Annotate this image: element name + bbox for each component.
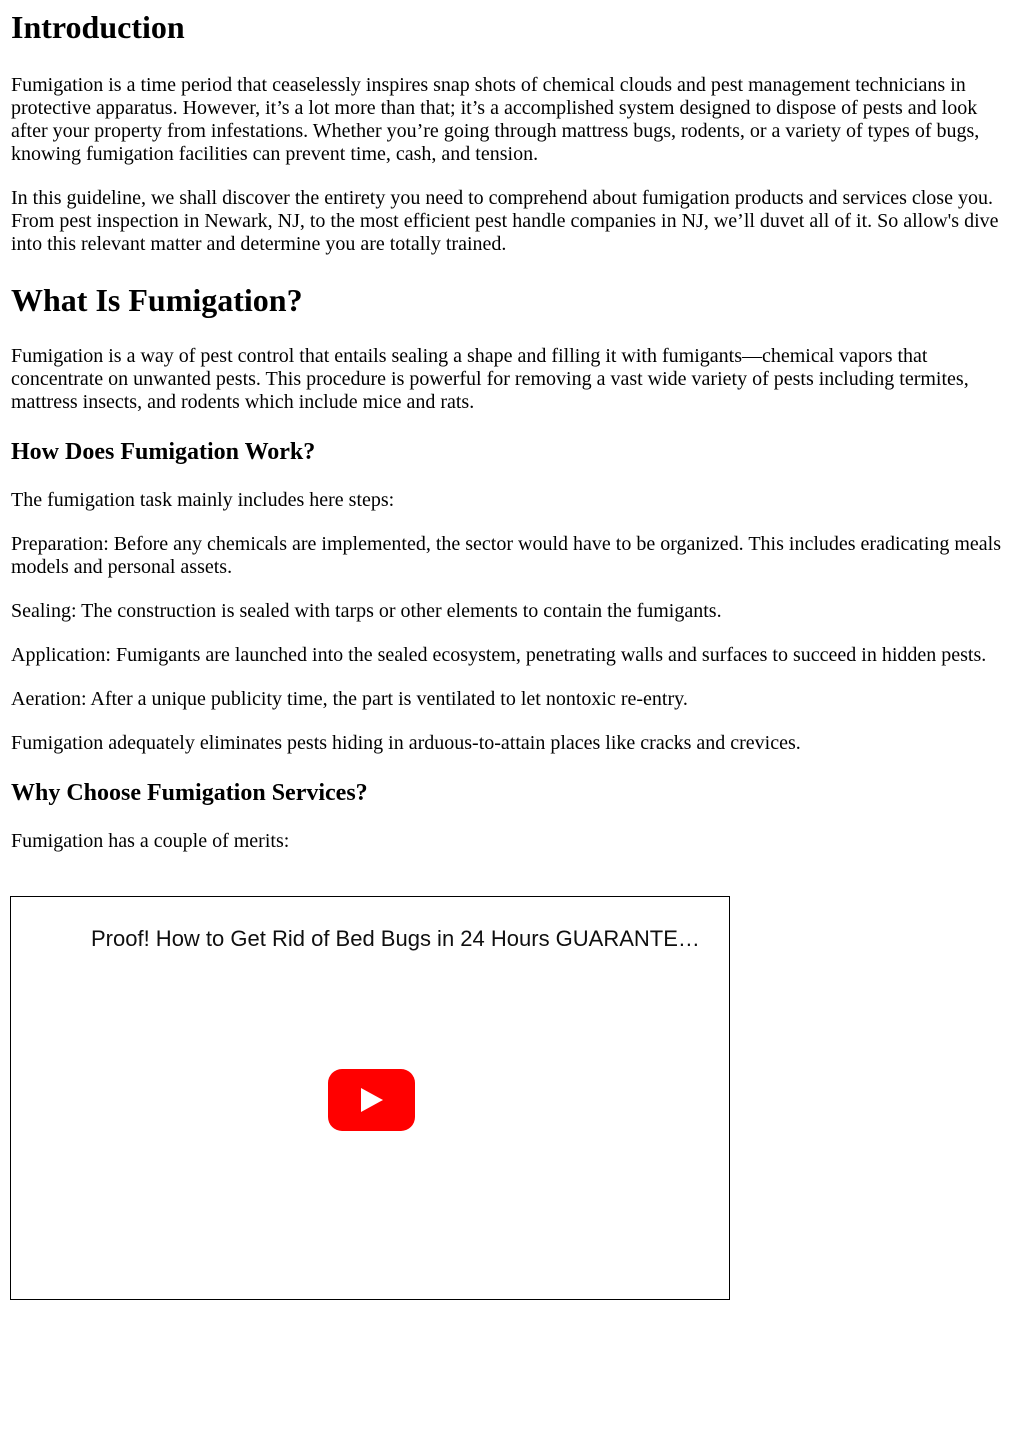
intro-paragraph-2: In this guideline, we shall discover the entirety you need to comprehend about fumigation products and services close you. From pest inspection in Newark, NJ, to the most efficient pest handle companies in NJ, we’ll duvet all of it. So allow's dive into this relevant matter and determine you are totally trained.	[11, 187, 999, 255]
how-step-sealing: Sealing: The construction is sealed with tarps or other elements to contain the fumigants.	[11, 600, 722, 622]
how-step-application: Application: Fumigants are launched into the sealed ecosystem, penetrating walls and surfaces to succeed in hidden pests.	[11, 644, 987, 666]
how-step-preparation: Preparation: Before any chemicals are implemented, the sector would have to be organized. This includes eradicating meals models and personal assets.	[11, 533, 1002, 578]
play-triangle-icon	[361, 1088, 383, 1112]
why-choose-heading: Why Choose Fumigation Services?	[11, 780, 368, 806]
intro-heading: Introduction	[11, 9, 185, 45]
what-paragraph: Fumigation is a way of pest control that entails sealing a shape and filling it with fumigants—chemical vapors that concentrate on unwanted pests. This procedure is powerful for removing a vast wide variety of pests including termites, mattress insects, and rodents which include mice and rats.	[11, 345, 969, 413]
how-step-aeration: Aeration: After a unique publicity time, the part is ventilated to let nontoxic re-entry.	[11, 688, 688, 710]
how-does-fumigation-work-heading: How Does Fumigation Work?	[11, 439, 316, 465]
intro-paragraph-1: Fumigation is a time period that ceaselessly inspires snap shots of chemical clouds and pest management technicians in protective apparatus. However, it’s a lot more than that; it’s a accomplished system designed to dispose of pests and look after your property from infestations. Whether you’re going through mattress bugs, rodents, or a variety of types of bugs, knowing fumigation facilities can prevent time, cash, and tension.	[11, 74, 980, 165]
how-paragraph-summary: Fumigation adequately eliminates pests hiding in arduous-to-attain places like cracks and crevices.	[11, 732, 801, 754]
what-is-fumigation-heading: What Is Fumigation?	[11, 282, 303, 318]
youtube-video-embed[interactable]	[10, 896, 730, 1300]
video-title[interactable]: Proof! How to Get Rid of Bed Bugs in 24 Hours GUARANTE…	[91, 926, 700, 951]
why-paragraph: Fumigation has a couple of merits:	[11, 830, 290, 852]
how-paragraph-intro: The fumigation task mainly includes here steps:	[11, 489, 395, 511]
youtube-play-icon[interactable]	[328, 1069, 415, 1131]
